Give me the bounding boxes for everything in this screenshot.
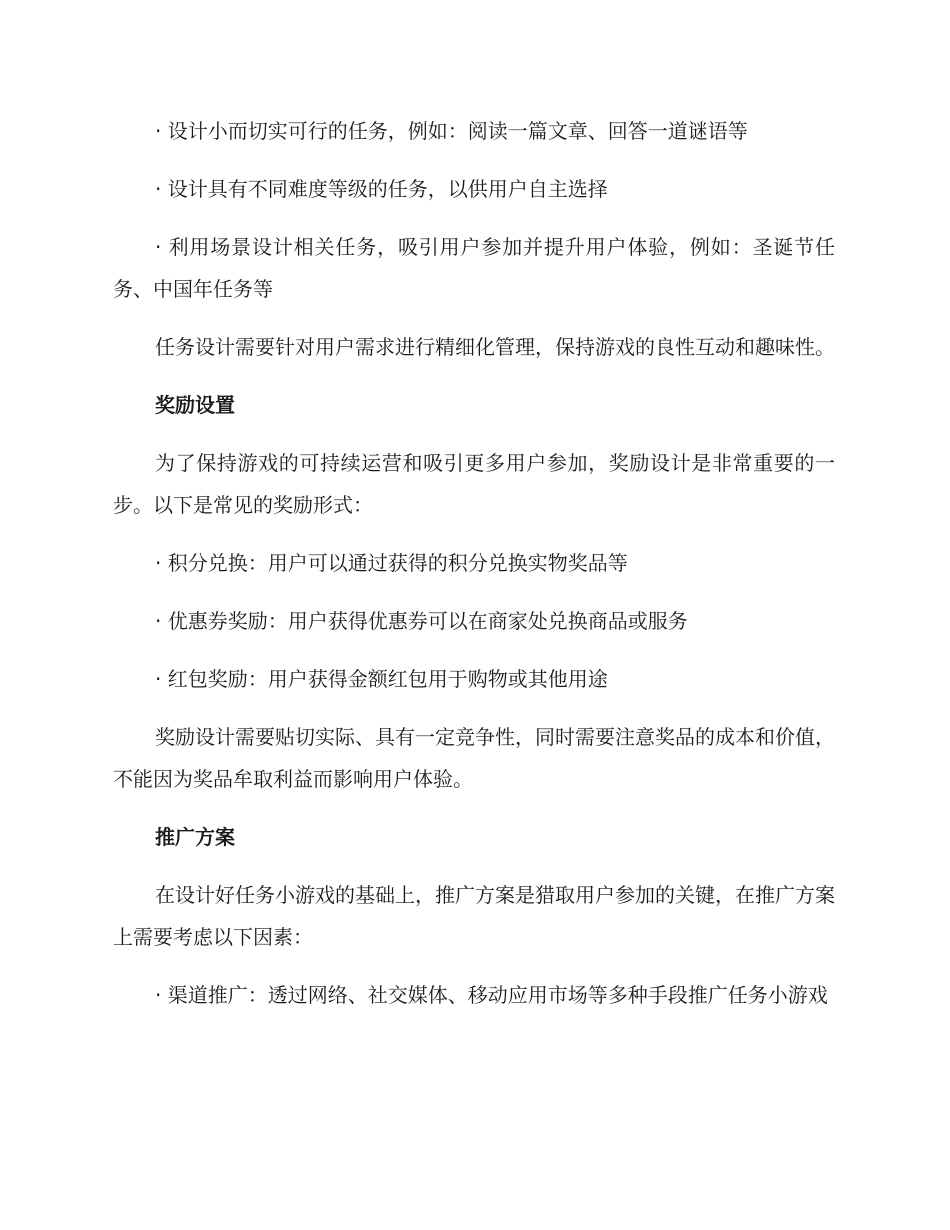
paragraph-reward-summary: 奖励设计需要贴切实际、具有一定竞争性，同时需要注意奖品的成本和价值，不能因为奖品牟取利益而影响用户体验。: [113, 725, 835, 791]
paragraph-promotion-intro: 在设计好任务小游戏的基础上，推广方案是猎取用户参加的关键，在推广方案上需要考虑以下因素：: [113, 883, 835, 949]
bullet-task-scenario: · 利用场景设计相关任务，吸引用户参加并提升用户体验，例如：圣诞节任务、中国年任务等: [113, 235, 835, 301]
bullet-points-exchange: · 积分兑换：用户可以通过获得的积分兑换实物奖品等: [155, 551, 628, 575]
paragraph-reward-intro: 为了保持游戏的可持续运营和吸引更多用户参加，奖励设计是非常重要的一步。以下是常见的奖励形式：: [113, 451, 835, 517]
paragraph-task-design-summary: 任务设计需要针对用户需求进行精细化管理，保持游戏的良性互动和趣味性。: [155, 335, 835, 359]
heading-reward-settings: 奖励设置: [155, 393, 235, 417]
bullet-red-packet-reward: · 红包奖励：用户获得金额红包用于购物或其他用途: [155, 667, 608, 691]
bullet-channel-promotion: · 渠道推广：透过网络、社交媒体、移动应用市场等多种手段推广任务小游戏: [155, 983, 828, 1007]
bullet-task-small-feasible: · 设计小而切实可行的任务，例如：阅读一篇文章、回答一道谜语等: [155, 119, 748, 143]
bullet-coupon-reward: · 优惠券奖励：用户获得优惠券可以在商家处兑换商品或服务: [155, 609, 688, 633]
heading-promotion-plan: 推广方案: [155, 825, 235, 849]
bullet-task-difficulty-levels: · 设计具有不同难度等级的任务，以供用户自主选择: [155, 177, 608, 201]
document-body: [113, 110, 835, 1032]
